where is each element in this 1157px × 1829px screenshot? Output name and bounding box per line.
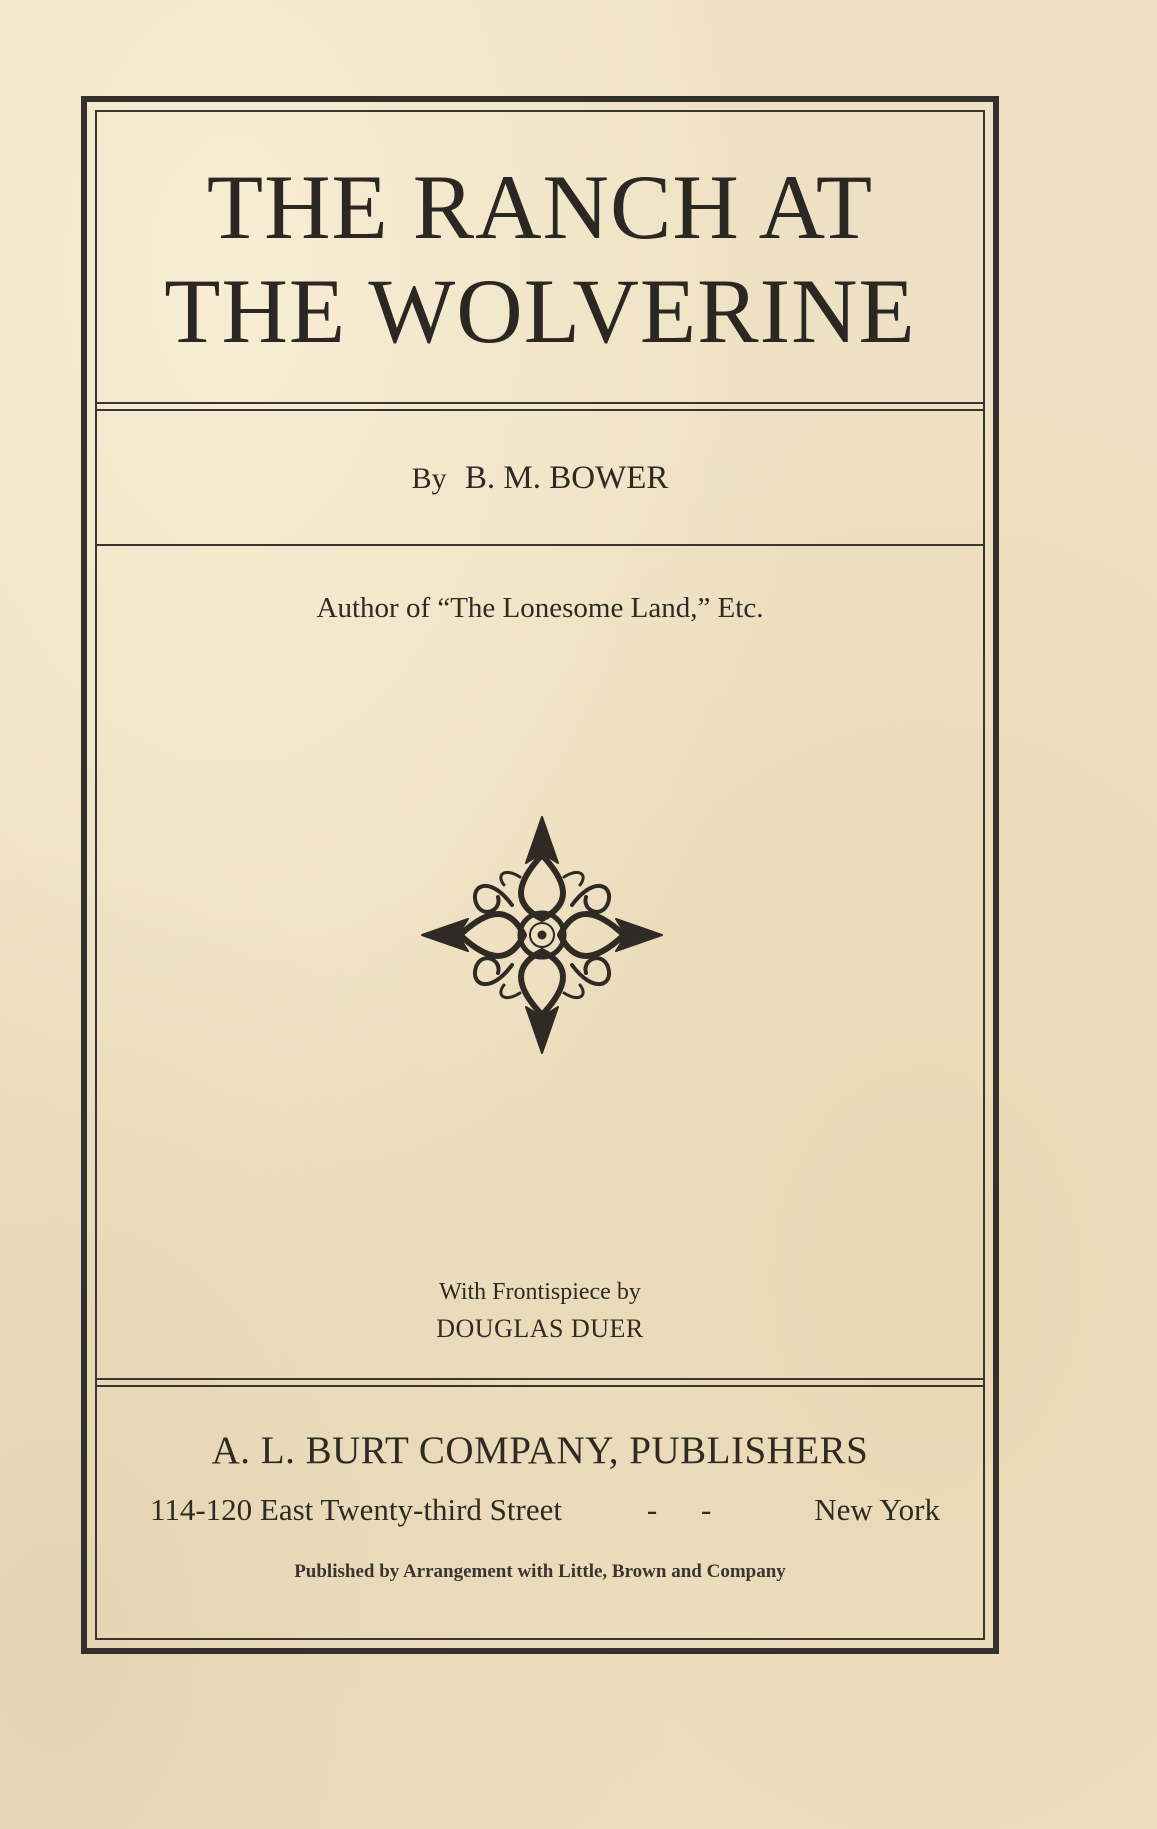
arrangement-note: Published by Arrangement with Little, Brown and Company	[294, 1561, 786, 1582]
double-rule-under-title	[95, 402, 985, 411]
publisher-address	[150, 1490, 940, 1530]
publisher-city: New York	[814, 1492, 940, 1527]
book-title-line-2: THE WOLVERINE	[164, 260, 916, 362]
publisher-street: 114-120 East Twenty-third Street	[150, 1492, 562, 1527]
illustrator-name: DOUGLAS DUER	[436, 1314, 644, 1343]
fleuron-ornament-icon	[420, 815, 664, 1055]
author-name: B. M. BOWER	[464, 460, 669, 496]
byline-by: By	[411, 462, 447, 495]
byline	[95, 458, 985, 499]
author-of-line: Author of “The Lonesome Land,” Etc.	[316, 592, 764, 624]
book-title-line-1: THE RANCH AT	[206, 156, 874, 258]
frontispiece-label: With Frontispiece by	[439, 1279, 641, 1305]
frontispiece-credit	[95, 1275, 985, 1349]
rule-under-byline	[95, 544, 985, 546]
double-rule-above-publisher	[95, 1378, 985, 1387]
publisher-name: A. L. BURT COMPANY, PUBLISHERS	[211, 1429, 869, 1472]
book-title	[95, 155, 985, 363]
address-dashes: - -	[646, 1492, 730, 1527]
